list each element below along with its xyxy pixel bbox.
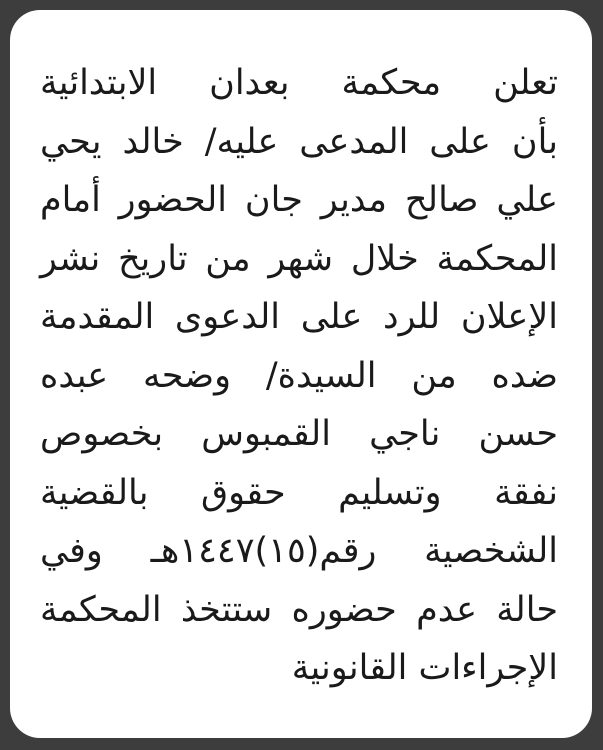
- notice-line: الشخصية رقم(١٥)١٤٤٧هـ وفي: [40, 531, 558, 571]
- notice-line: علي صالح مدير جان الحضور أمام: [40, 180, 558, 220]
- notice-line-last: الإجراءات القانونية: [291, 648, 558, 688]
- notice-line: بأن على المدعى عليه/ خالد يحي: [40, 121, 558, 162]
- notice-line: نفقة وتسليم حقوق بالقضية: [40, 472, 558, 513]
- notice-body: [40, 54, 558, 698]
- notice-line: حسن ناجي القمبوس بخصوص: [40, 414, 558, 454]
- court-notice-card: [10, 10, 592, 738]
- notice-line: حالة عدم حضوره ستتخذ المحكمة: [40, 589, 558, 630]
- notice-line: تعلن محكمة بعدان الابتدائية: [40, 63, 558, 103]
- notice-line: الإعلان للرد على الدعوى المقدمة: [40, 297, 558, 337]
- notice-line: ضده من السيدة/ وضحه عبده: [40, 355, 558, 396]
- notice-line: المحكمة خلال شهر من تاريخ نشر: [40, 238, 558, 279]
